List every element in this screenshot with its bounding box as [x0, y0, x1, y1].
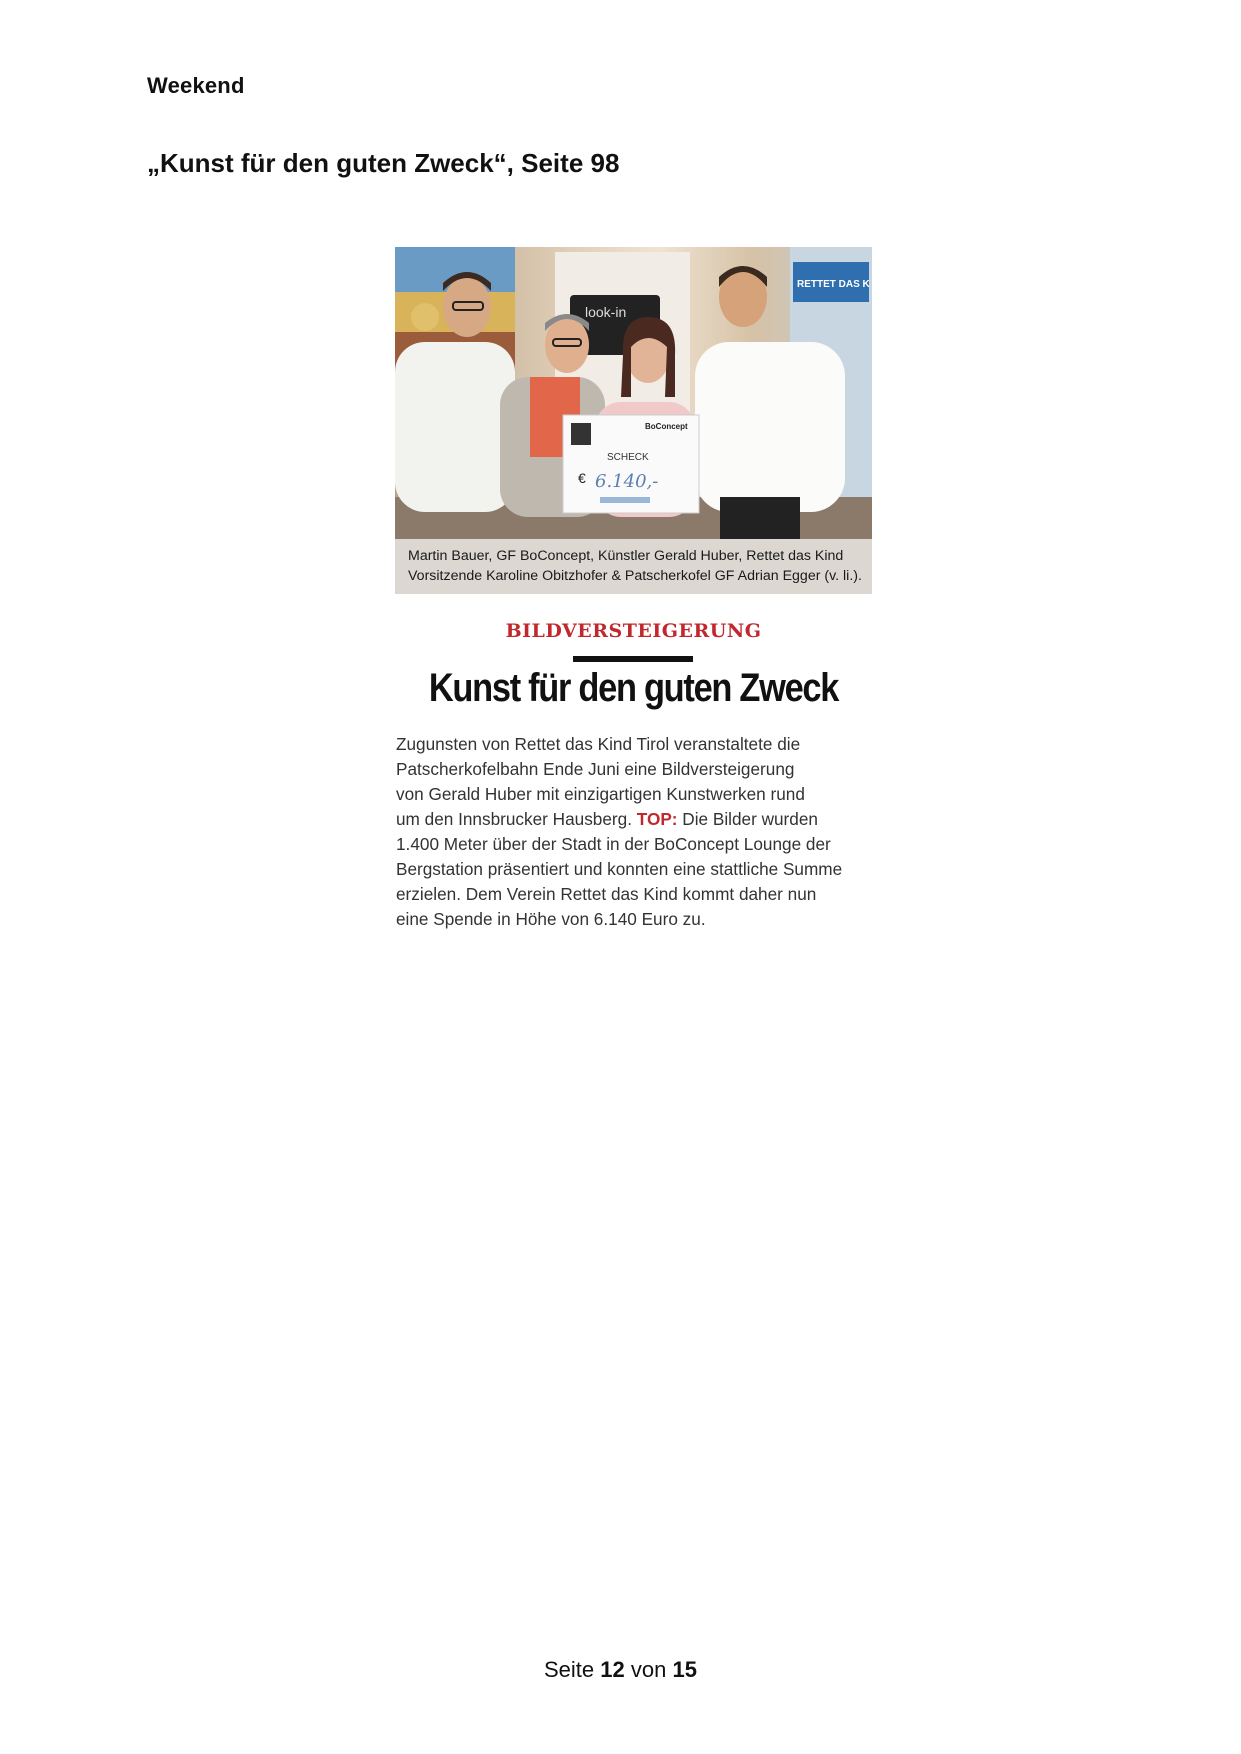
check-label: SCHECK: [607, 452, 649, 463]
body-line: [396, 807, 876, 832]
body-line: eine Spende in Höhe von 6.140 Euro zu.: [396, 909, 706, 929]
photo-caption: [395, 539, 872, 594]
body-line: von Gerald Huber mit einzigartigen Kunstwerken rund: [396, 784, 805, 804]
body-line: erzielen. Dem Verein Rettet das Kind kommt daher nun: [396, 884, 817, 904]
top-label: TOP:: [636, 809, 678, 829]
caption-line-1: Martin Bauer, GF BoConcept, Künstler Gerald Huber, Rettet das Kind: [408, 548, 844, 564]
article-kicker: BILDVERSTEIGERUNG: [505, 620, 762, 642]
page-footer: [0, 1657, 1241, 1683]
footer-middle: von: [630, 1657, 667, 1682]
article-body: [396, 732, 876, 932]
footer-total-pages: 15: [672, 1657, 697, 1682]
document-title: „Kunst für den guten Zweck“, Seite 98: [147, 148, 620, 178]
body-line: Zugunsten von Rettet das Kind Tirol veranstaltete die: [396, 734, 801, 754]
check-currency: €: [578, 470, 586, 486]
body-line: 1.400 Meter über der Stadt in der BoConcept Lounge der: [396, 834, 831, 854]
banner-text: RETTET DAS K: [797, 279, 870, 290]
check-brand: BoConcept: [645, 422, 688, 431]
kicker-rule-divider: [573, 656, 693, 662]
article-photo: [395, 247, 872, 539]
footer-prefix: Seite: [544, 1657, 595, 1682]
sign-text: look-in: [585, 304, 627, 320]
body-line-part: um den Innsbrucker Hausberg.: [396, 809, 637, 829]
donation-check: [563, 415, 699, 513]
footer-page-number: 12: [600, 1657, 625, 1682]
article-headline: Kunst für den guten Zweck: [428, 666, 839, 710]
body-line-part: Die Bilder wurden: [677, 809, 818, 829]
check-amount: 6.140,-: [595, 471, 659, 492]
body-line: Patscherkofelbahn Ende Juni eine Bildversteigerung: [396, 759, 795, 779]
caption-line-2: Vorsitzende Karoline Obitzhofer & Patscherkofel GF Adrian Egger (v. li.).: [408, 568, 862, 584]
body-line: Bergstation präsentiert und konnten eine stattliche Summe: [396, 859, 843, 879]
publication-name: Weekend: [147, 73, 245, 98]
